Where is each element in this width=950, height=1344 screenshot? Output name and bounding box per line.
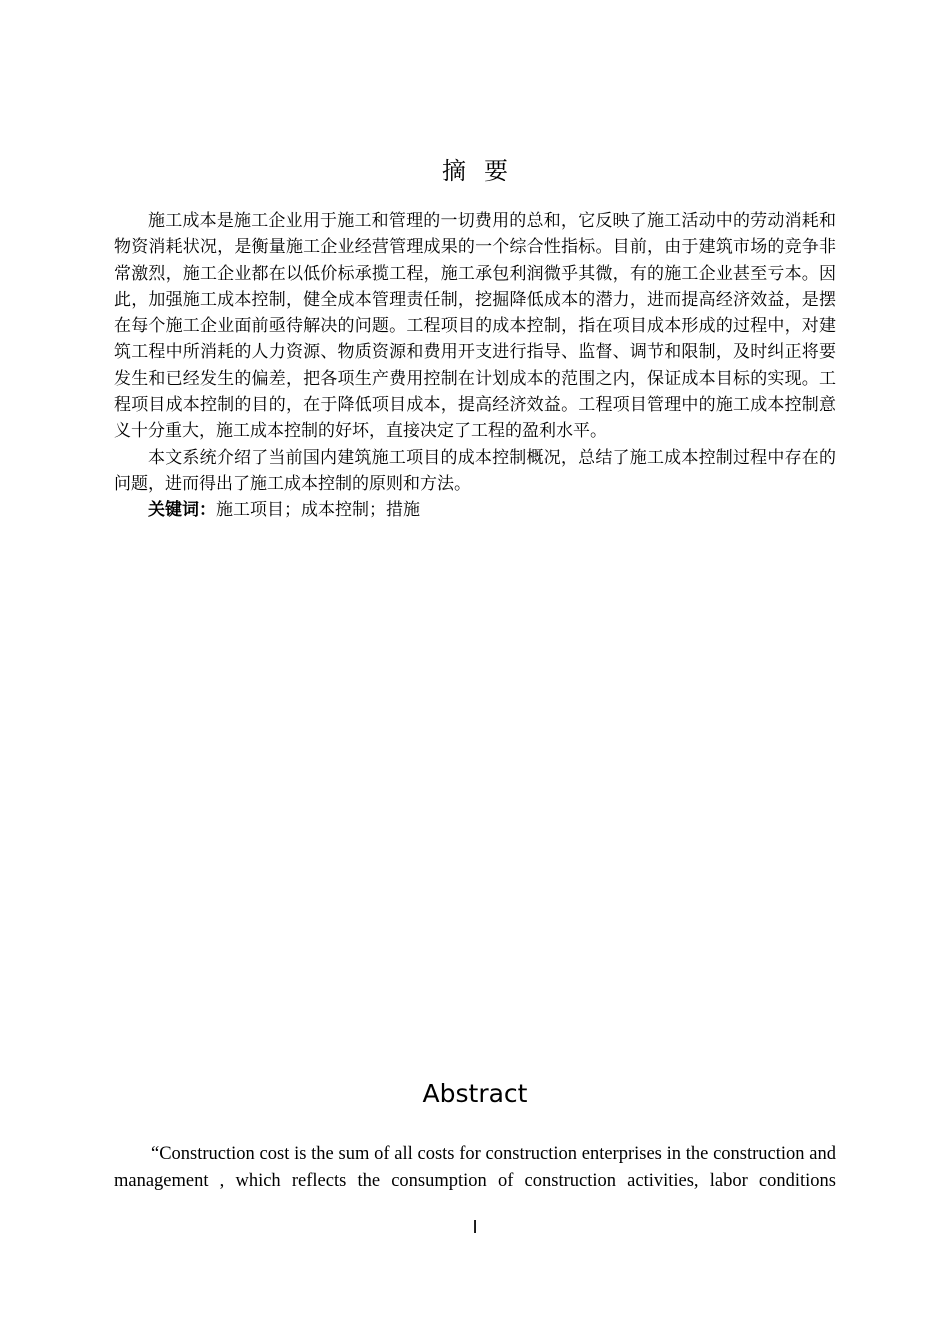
page-number: I [472,1217,478,1238]
keywords-label: 关键词： [148,500,216,521]
chinese-abstract-title: 摘要 [442,157,526,185]
keywords-line [114,497,836,523]
english-abstract-title: Abstract [422,1079,528,1108]
english-abstract-body [114,1141,836,1195]
chinese-abstract-paragraph-1: 施工成本是施工企业用于施工和管理的一切费用的总和，它反映了施工活动中的劳动消耗和物资消耗状况，是衡量施工企业经营管理成果的一个综合性指标。目前，由于建筑市场的竞争非常激烈，施工企业都在以低价标承揽工程，施工承包利润微乎其微，有的施工企业甚至亏本。因此，加强施工成本控制，健全成本管理责任制，挖掘降低成本的潜力，进而提高经济效益，是摆在每个施工企业面前亟待解决的问题。工程项目的成本控制，指在项目成本形成的过程中，对建筑工程中所消耗的人力资源、物质资源和费用开支进行指导、监督、调节和限制，及时纠正将要发生和已经发生的偏差，把各项生产费用控制在计划成本的范围之内，保证成本目标的实现。工程项目成本控制的目的，在于降低项目成本，提高经济效益。工程项目管理中的施工成本控制意义十分重大，施工成本控制的好坏，直接决定了工程的盈利水平。 [114,211,836,442]
chinese-abstract-paragraph-2: 本文系统介绍了当前国内建筑施工项目的成本控制概况，总结了施工成本控制过程中存在的问题，进而得出了施工成本控制的原则和方法。 [114,447,836,494]
chinese-abstract-body [114,208,836,524]
keywords-value: 施工项目；成本控制；措施 [216,500,420,521]
english-abstract-paragraph: “Construction cost is the sum of all costs for construction enterprises in the construction and management , which reflects the consumption of construction activities, labor conditions [114,1144,836,1191]
